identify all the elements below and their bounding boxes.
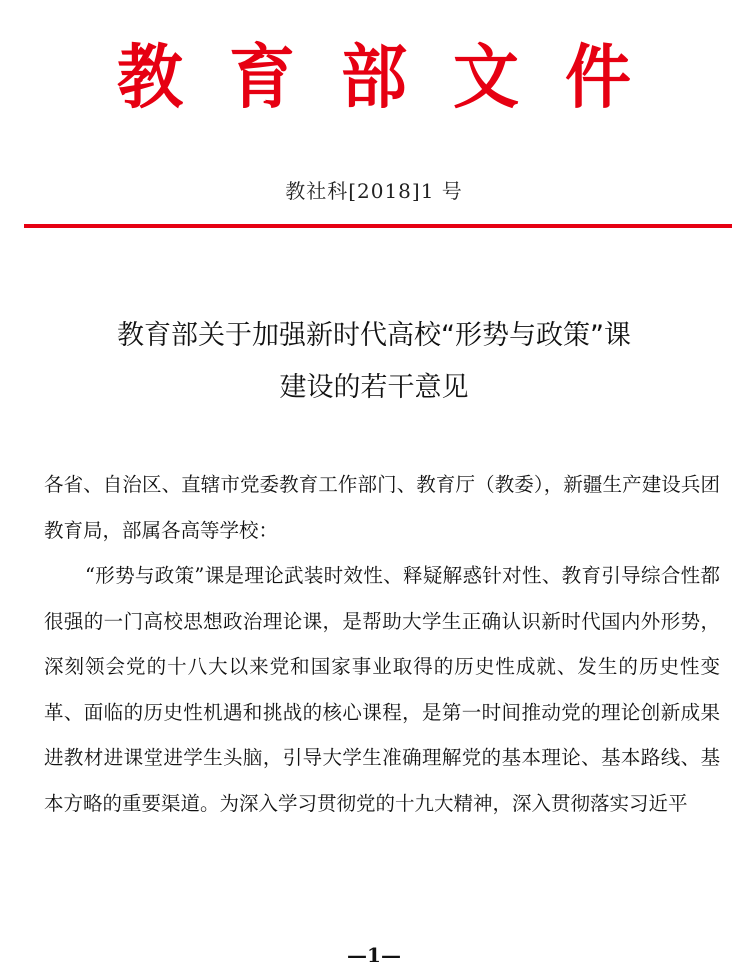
document-body [44,462,720,826]
document-masthead: 教育部文件 [117,37,677,118]
body-paragraph: “形势与政策”课是理论武装时效性、释疑解惑针对性、教育引导综合性都很强的一门高校思想政治理论课，是帮助大学生正确认识新时代国内外形势，深刻领会党的十八大以来党和国家事业取得的历史性成就、发生的历史性变革、面临的历史性机遇和挑战的核心课程，是第一时间推动党的理论创新成果进教材进课堂进学生头脑，引导大学生准确理解党的基本理论、基本路线、基本方略的重要渠道。为深入学习贯彻党的十九大精神，深入贯彻落实习近平 [44,564,720,815]
title-line-1: 教育部关于加强新时代高校“形势与政策”课 [117,320,631,351]
title-line-2: 建设的若干意见 [279,372,469,403]
document-number: 教社科[2018]1 号 [285,179,463,203]
addressee-paragraph: 各省、自治区、直辖市党委教育工作部门、教育厅（教委），新疆生产建设兵团教育局，部属各高等学校： [44,473,720,542]
red-divider-line [24,224,732,228]
document-title [0,310,748,414]
page-number: —1— [347,943,401,967]
